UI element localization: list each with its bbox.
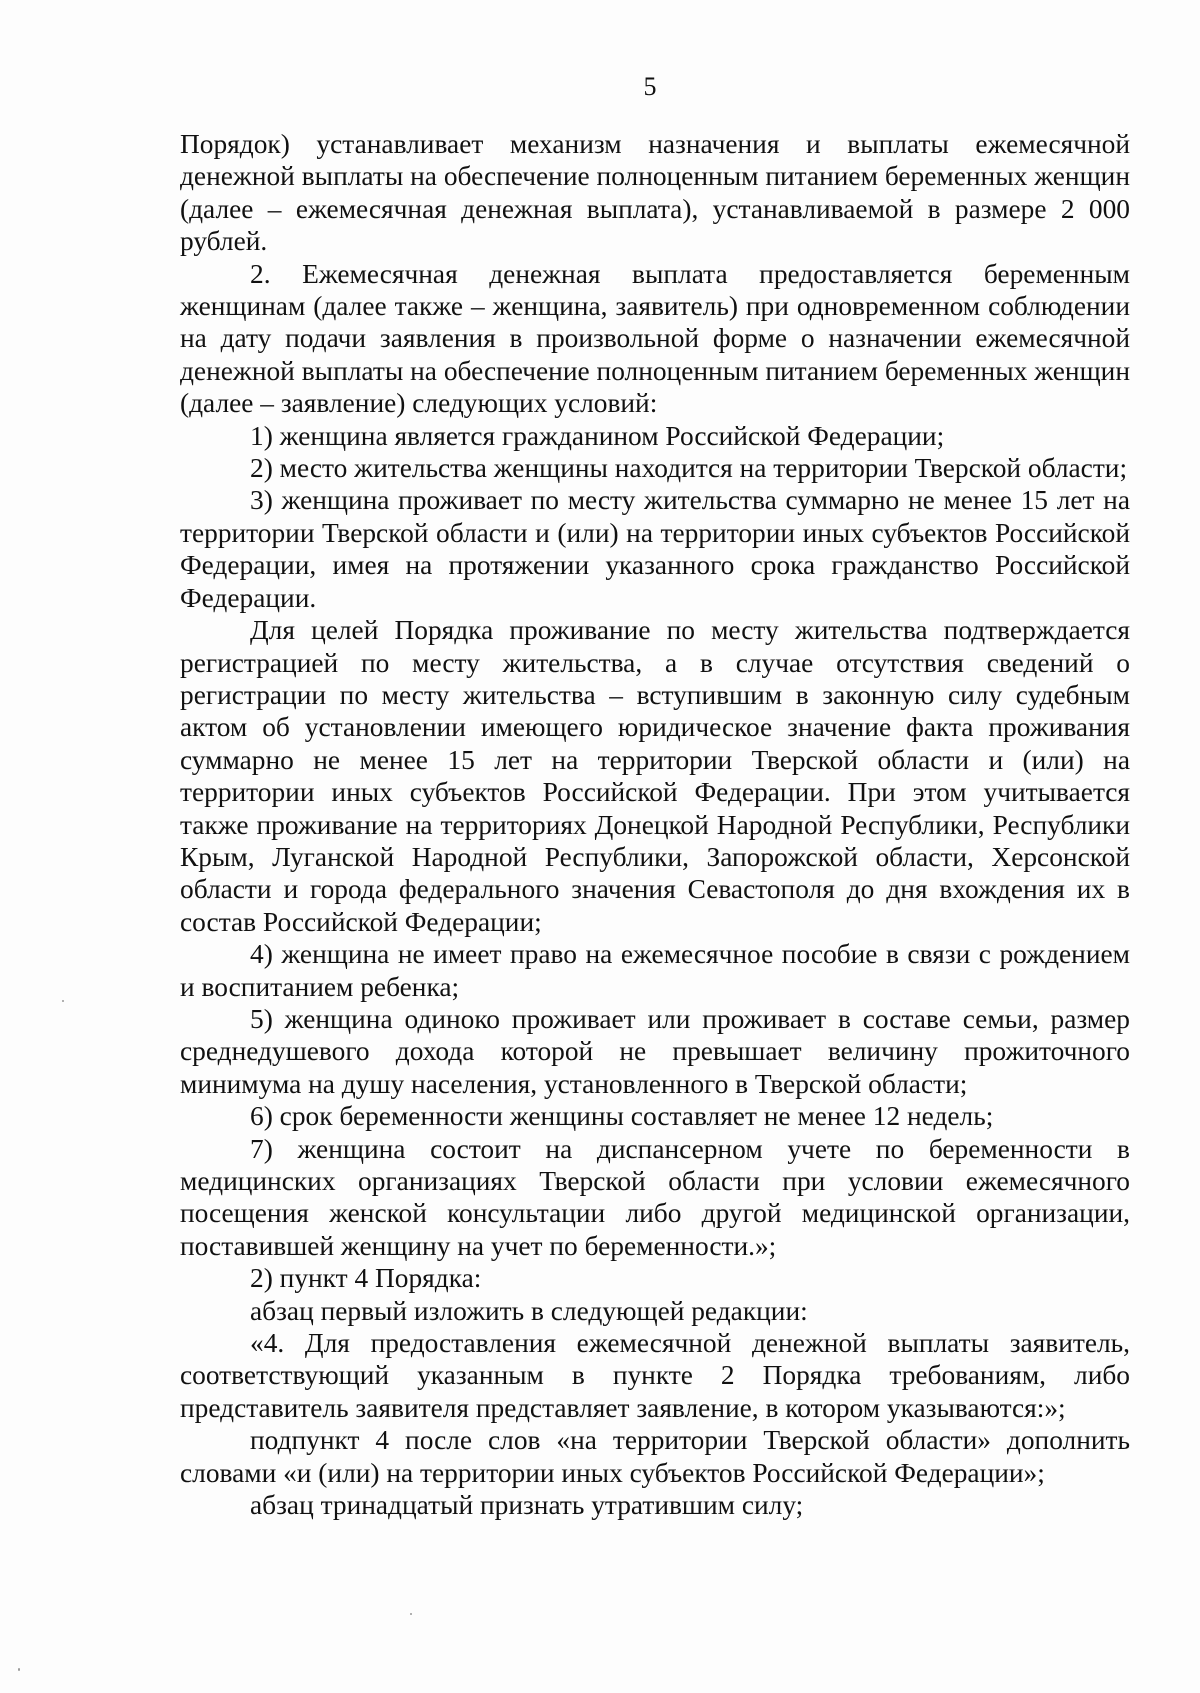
- paragraph-condition-3: 3) женщина проживает по месту жительства суммарно не менее 15 лет на территории Тверской области и (или) на территории иных субъектов Российской Федерации, имея на протяжении указанного срока гражданство Российской Федерации.: [180, 485, 1130, 613]
- scan-speck: [18, 1668, 20, 1671]
- paragraph-item-4-text: «4. Для предоставления ежемесячной денежной выплаты заявитель, соответствующий указанным в пункте 2 Порядка требованиям, либо представитель заявителя представляет заявление, в котором указываются:»;: [180, 1328, 1130, 1423]
- paragraph-intro: Порядок) устанавливает механизм назначения и выплаты ежемесячной денежной выплаты на обеспечение полноценным питанием беременных женщин (далее – ежемесячная денежная выплата), устанавливаемой в размере 2 000 рублей.: [180, 129, 1130, 257]
- paragraph-condition-7: 7) женщина состоит на диспансерном учете по беременности в медицинских организациях Тверской области при условии ежемесячного посещения женской консультации либо другой медицинской организации, поставившей женщину на учет по беременности.»;: [180, 1133, 1130, 1261]
- document-body: [180, 128, 1130, 1521]
- paragraph-thirteenth-para: абзац тринадцатый признать утратившим силу;: [250, 1490, 804, 1521]
- paragraph-amendment-first-para: абзац первый изложить в следующей редакции:: [250, 1295, 808, 1326]
- paragraph-condition-4: 4) женщина не имеет право на ежемесячное пособие в связи с рождением и воспитанием ребенка;: [180, 939, 1130, 1002]
- scan-speck: [410, 1613, 412, 1615]
- page-number: 5: [643, 72, 657, 101]
- paragraph-amendment-2: 2) пункт 4 Порядка:: [250, 1263, 482, 1294]
- paragraph-condition-5: 5) женщина одиноко проживает или проживает в составе семьи, размер среднедушевого дохода которой не превышает величину прожиточного минимума на душу населения, установленного в Тверской области;: [180, 1003, 1130, 1099]
- paragraph-condition-6: 6) срок беременности женщины составляет не менее 12 недель;: [250, 1101, 994, 1132]
- paragraph-subitem-4: подпункт 4 после слов «на территории Тверской области» дополнить словами «и (или) на территории иных субъектов Российской Федерации»;: [180, 1425, 1130, 1488]
- paragraph-condition-1: 1) женщина является гражданином Российской Федерации;: [250, 420, 945, 451]
- paragraph-condition-2: 2) место жительства женщины находится на территории Тверской области;: [250, 453, 1128, 484]
- paragraph-residence-proof: Для целей Порядка проживание по месту жительства подтверждается регистрацией по месту жительства, а в случае отсутствия сведений о регистрации по месту жительства – вступившим в законную силу судебным актом об установлении имеющего юридическое значение факта проживания суммарно не менее 15 лет на территории Тверской области и (или) на территории иных субъектов Российской Федерации. При этом учитывается также проживание на территориях Донецкой Народной Республики, Республики Крым, Луганской Народной Республики, Запорожской области, Херсонской области и города федерального значения Севастополя до дня вхождения их в состав Российской Федерации;: [180, 615, 1130, 937]
- scan-speck: [62, 1000, 64, 1002]
- paragraph-item-2: 2. Ежемесячная денежная выплата предоставляется беременным женщинам (далее также – женщина, заявитель) при одновременном соблюдении на дату подачи заявления в произвольной форме о назначении ежемесячной денежной выплаты на обеспечение полноценным питанием беременных женщин (далее – заявление) следующих условий:: [180, 258, 1130, 419]
